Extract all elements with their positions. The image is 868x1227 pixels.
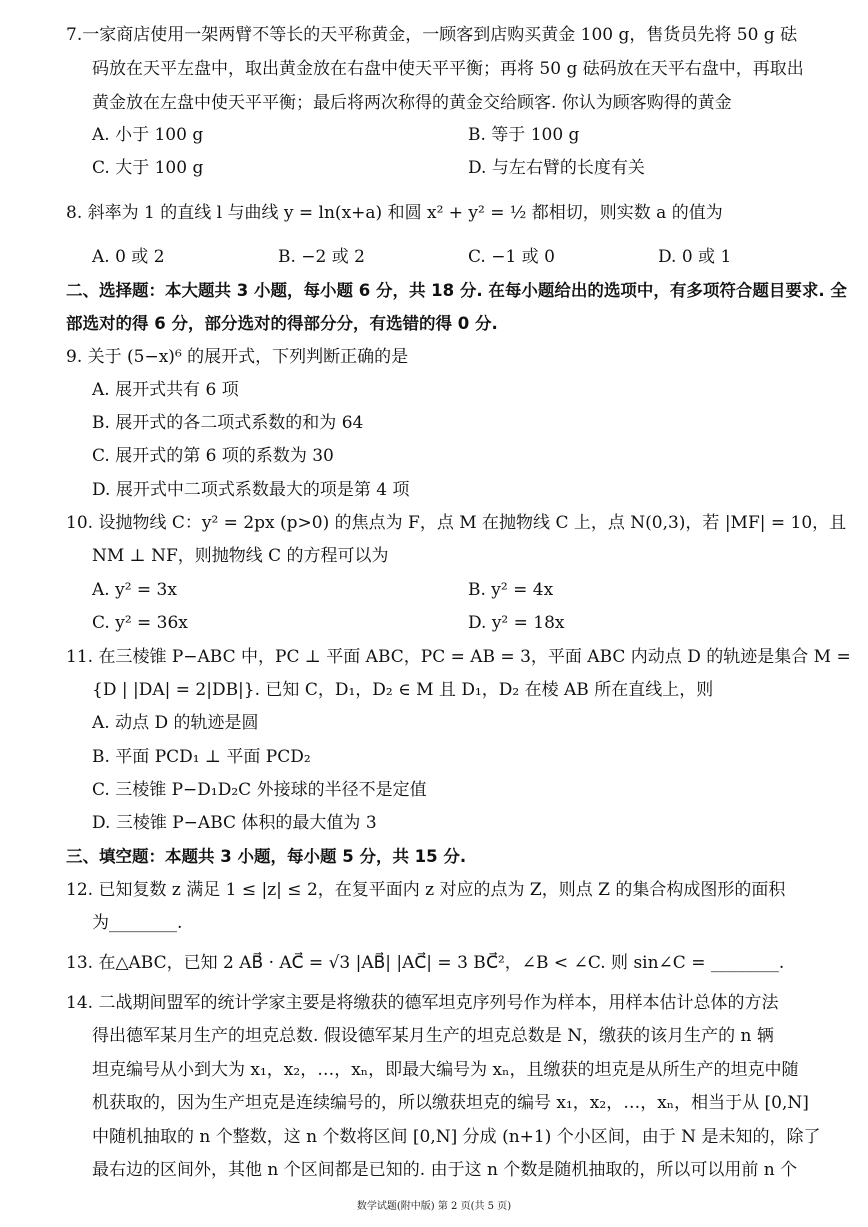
q12-line-2: 为________. <box>92 913 183 933</box>
q11-line-1: 11. 在三棱锥 P−ABC 中，PC ⊥ 平面 ABC，PC = AB = 3，平面 ABC 内动点 D 的轨迹是集合 M = <box>66 647 851 667</box>
q10-option-a: A. y² = 3x <box>92 580 177 600</box>
q8-option-c: C. −1 或 0 <box>468 247 555 267</box>
q14-line-2: 得出德军某月生产的坦克总数. 假设德军某月生产的坦克总数是 N，缴获的该月生产的 n 辆 <box>92 1026 774 1046</box>
section-2-line-2: 部选对的得 6 分，部分选对的得部分分，有选错的得 0 分. <box>66 314 498 333</box>
q10-option-b: B. y² = 4x <box>468 580 554 600</box>
q8-option-b: B. −2 或 2 <box>278 247 365 267</box>
q7-line-3: 黄金放在左盘中使天平平衡；最后将两次称得的黄金交给顾客. 你认为顾客购得的黄金 <box>92 93 732 113</box>
q9-option-d: D. 展开式中二项式系数最大的项是第 4 项 <box>92 480 410 500</box>
q14-line-5: 中随机抽取的 n 个整数，这 n 个数将区间 [0,N] 分成 (n+1) 个小区间，由于 N 是未知的，除了 <box>92 1127 821 1147</box>
q8-option-a: A. 0 或 2 <box>92 247 165 267</box>
section-3-line-1: 三、填空题：本题共 3 小题，每小题 5 分，共 15 分. <box>66 847 467 866</box>
q7-option-a: A. 小于 100 g <box>92 125 204 145</box>
q7-line-2: 码放在天平左盘中，取出黄金放在右盘中使天平平衡；再将 50 g 砝码放在天平右盘中，再取出 <box>92 59 804 79</box>
q11-line-2: {D | |DA| = 2|DB|}. 已知 C，D₁，D₂ ∈ M 且 D₁，D₂ 在棱 AB 所在直线上，则 <box>92 680 714 700</box>
q7-line-1: 7.一家商店使用一架两臂不等长的天平称黄金，一顾客到店购买黄金 100 g，售货员先将 50 g 砝 <box>66 25 798 45</box>
q12-line-1: 12. 已知复数 z 满足 1 ≤ |z| ≤ 2，在复平面内 z 对应的点为 Z，则点 Z 的集合构成图形的面积 <box>66 880 786 900</box>
q7-option-b: B. 等于 100 g <box>468 125 580 145</box>
q11-option-d: D. 三棱锥 P−ABC 体积的最大值为 3 <box>92 813 377 833</box>
q10-line-1: 10. 设抛物线 C：y² = 2px (p>0) 的焦点为 F，点 M 在抛物线 C 上，点 N(0,3)，若 |MF| = 10，且 <box>66 513 847 533</box>
q9-option-c: C. 展开式的第 6 项的系数为 30 <box>92 446 334 466</box>
q14-line-1: 14. 二战期间盟军的统计学家主要是将缴获的德军坦克序列号作为样本，用样本估计总体的方法 <box>66 993 779 1013</box>
q13-line-1: 13. 在△ABC，已知 2 AB⃗ · AC⃗ = √3 |AB⃗| |AC⃗| = 3 BC⃗²，∠B < ∠C. 则 sin∠C = ________. <box>66 953 785 973</box>
q9-line-1: 9. 关于 (5−x)⁶ 的展开式，下列判断正确的是 <box>66 347 409 367</box>
q10-line-2: NM ⊥ NF，则抛物线 C 的方程可以为 <box>92 546 389 566</box>
q14-line-6: 最右边的区间外，其他 n 个区间都是已知的. 由于这 n 个数是随机抽取的，所以可以用前 n 个 <box>92 1160 798 1180</box>
q10-option-c: C. y² = 36x <box>92 613 188 633</box>
q11-option-c: C. 三棱锥 P−D₁D₂C 外接球的半径不是定值 <box>92 780 427 800</box>
q9-option-b: B. 展开式的各二项式系数的和为 64 <box>92 413 364 433</box>
q9-option-a: A. 展开式共有 6 项 <box>92 380 239 400</box>
q14-line-3: 坦克编号从小到大为 x₁，x₂，…，xₙ，即最大编号为 xₙ，且缴获的坦克是从所生产的坦克中随 <box>92 1060 799 1080</box>
q11-option-a: A. 动点 D 的轨迹是圆 <box>92 713 259 733</box>
q7-option-d: D. 与左右臂的长度有关 <box>468 158 645 178</box>
q11-option-b: B. 平面 PCD₁ ⊥ 平面 PCD₂ <box>92 747 311 767</box>
q7-option-c: C. 大于 100 g <box>92 158 204 178</box>
q14-line-4: 机获取的，因为生产坦克是连续编号的，所以缴获坦克的编号 x₁，x₂，…，xₙ，相当于从 [0,N] <box>92 1093 809 1113</box>
q8-option-d: D. 0 或 1 <box>658 247 732 267</box>
q10-option-d: D. y² = 18x <box>468 613 565 633</box>
page-footer: 数学试题(附中版) 第 2 页(共 5 页) <box>356 1201 512 1212</box>
section-2-line-1: 二、选择题：本大题共 3 小题，每小题 6 分，共 18 分. 在每小题给出的选项中，有多项符合题目要求. 全 <box>66 281 847 300</box>
q8-line-1: 8. 斜率为 1 的直线 l 与曲线 y = ln(x+a) 和圆 x² + y² = ½ 都相切，则实数 a 的值为 <box>66 203 723 223</box>
